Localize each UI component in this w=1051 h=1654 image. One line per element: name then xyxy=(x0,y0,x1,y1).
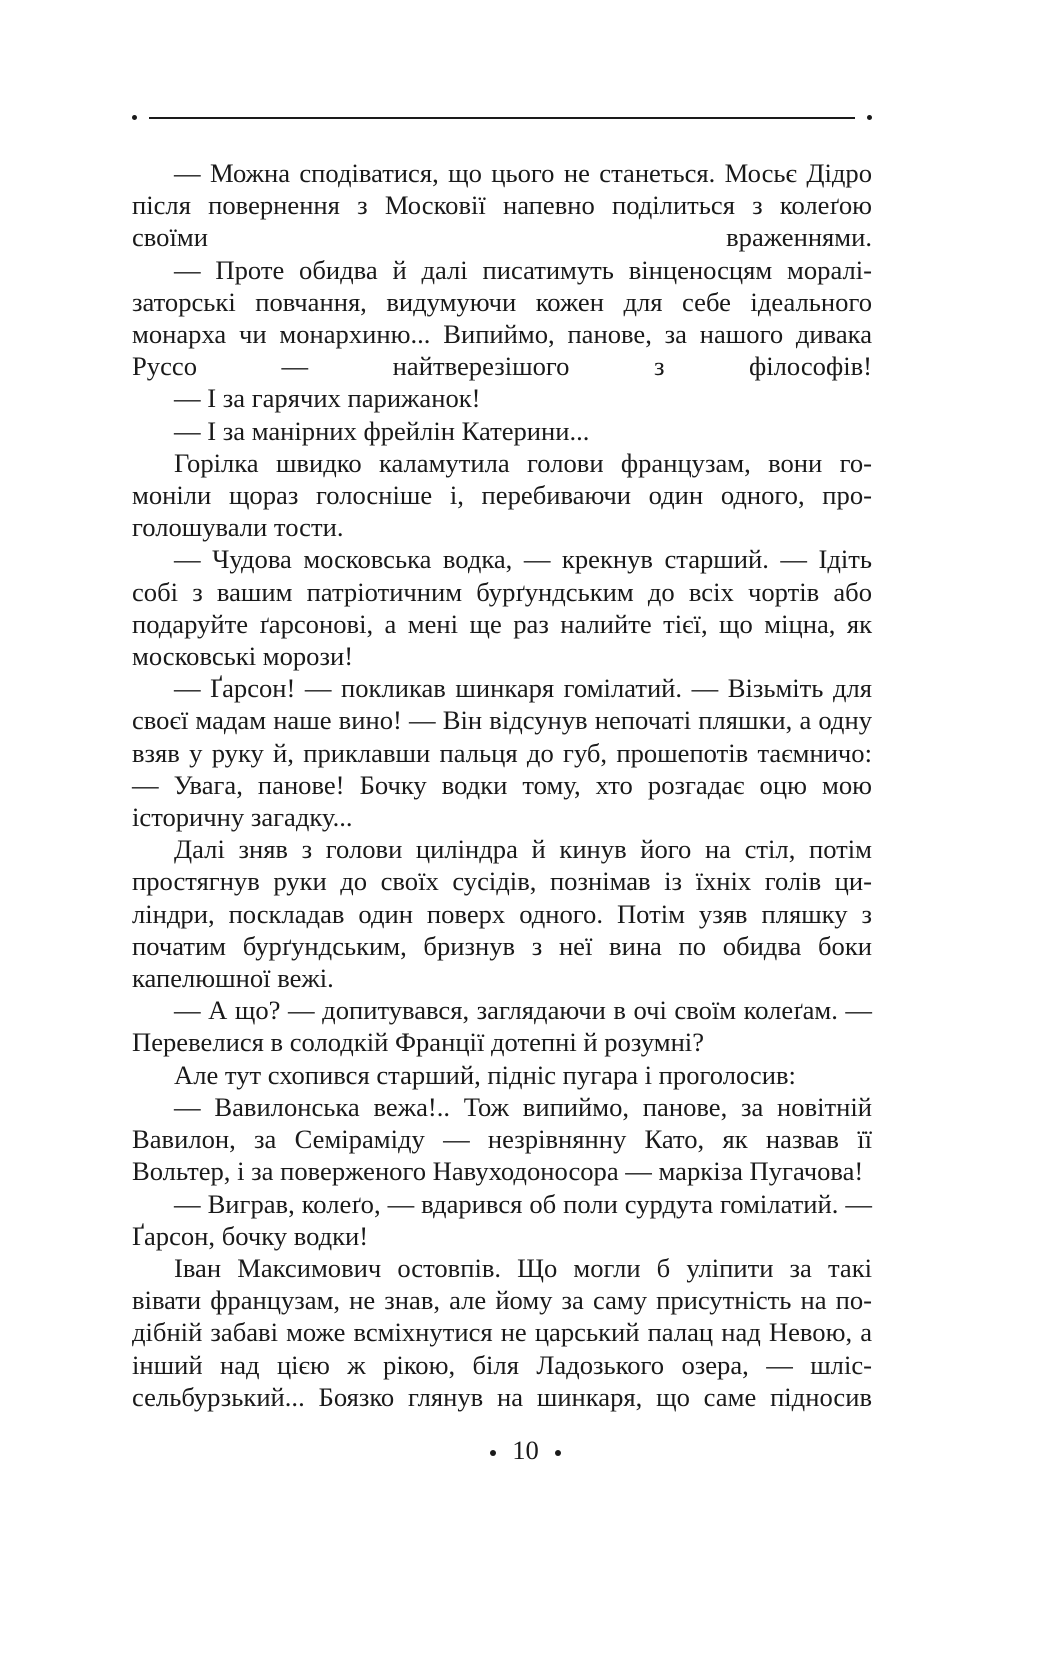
paragraph: — Вавилонська вежа!.. Тож випиймо, панове, за новітній Вавилон, за Семіраміду — незрівнянну Като, як назвав її Вольтер, і за поверженого Навуходоносора — маркіза Пугачова! xyxy=(132,1091,872,1187)
paragraph: — І за манірних фрейлін Катерини... xyxy=(174,415,590,446)
page-footer xyxy=(0,1434,1051,1466)
page-number: 10 xyxy=(512,1435,539,1465)
paragraph: Іван Максимович остовпів. Що могли б уліпити за такі вівати французам, не знав, але йому за саму присутність на подібній забаві може всміхнутися не царський палац над Невою, а інший над цією ж рікою, біля Ладозького озера, — шліссельбурзький... Боязко глянув на шинкаря, що саме підносив xyxy=(132,1252,872,1412)
paragraph: — Виграв, колеґо, — вдарився об поли сурдута гомілатий. — Ґарсон, бочку водки! xyxy=(132,1188,872,1251)
divider-line xyxy=(149,117,855,119)
bullet-icon xyxy=(555,1450,561,1456)
bullet-icon xyxy=(490,1450,496,1456)
bullet-icon xyxy=(867,115,872,120)
paragraph: Далі зняв з голови циліндра й кинув його на стіл, потім простягнув руки до своїх сусідів, познімав із їхніх голів циліндри, поскладав один поверх одного. Потім узяв пляшку з початим бурґундським, бризнув з неї вина по обидва боки капелюшної вежі. xyxy=(132,834,872,994)
paragraph: Горілка швидко каламутила голови французам, вони гомоніли щораз голосніше і, перебиваючи один одного, проголошували тости. xyxy=(132,447,872,543)
paragraph: — Чудова московська водка, — крекнув старший. — Ідіть собі з вашим патріотичним бурґундським до всіх чортів або подаруйте ґарсонові, а мені ще раз налийте тієї, що міцна, як московські морози! xyxy=(132,544,872,672)
body-text xyxy=(132,157,872,1413)
paragraph: — А що? — допитувався, заглядаючи в очі своїм колеґам. — Перевелися в солодкій Франції дотепні й розумні? xyxy=(132,995,872,1058)
paragraph: — Ґарсон! — покликав шинкаря гомілатий. — Візьміть для своєї мадам наше вино! — Він відсунув непочаті пляшки, а одну взяв у руку й, приклавши пальця до губ, прошепотів таємничо: — Увага, панове! Бочку водки тому, хто розгадає оцю мою історичну загадку... xyxy=(132,673,872,833)
paragraph: — Проте обидва й далі писатимуть вінценосцям моралізаторські повчання, видумуючи кожен для себе ідеального монарха чи монархиню... Випиймо, панове, за нашого дивака Руссо — найтверезішого з філософів! xyxy=(132,254,872,382)
paragraph: — І за гарячих парижанок! xyxy=(174,383,481,414)
paragraph: — Можна сподіватися, що цього не станеться. Мосьє Дідро після повернення з Московії напевно поділиться з колеґою своїми враженнями. xyxy=(132,158,872,253)
bullet-icon xyxy=(132,115,137,120)
header-rule xyxy=(132,110,872,126)
paragraph: Але тут схопився старший, підніс пугара і проголосив: xyxy=(174,1059,796,1090)
